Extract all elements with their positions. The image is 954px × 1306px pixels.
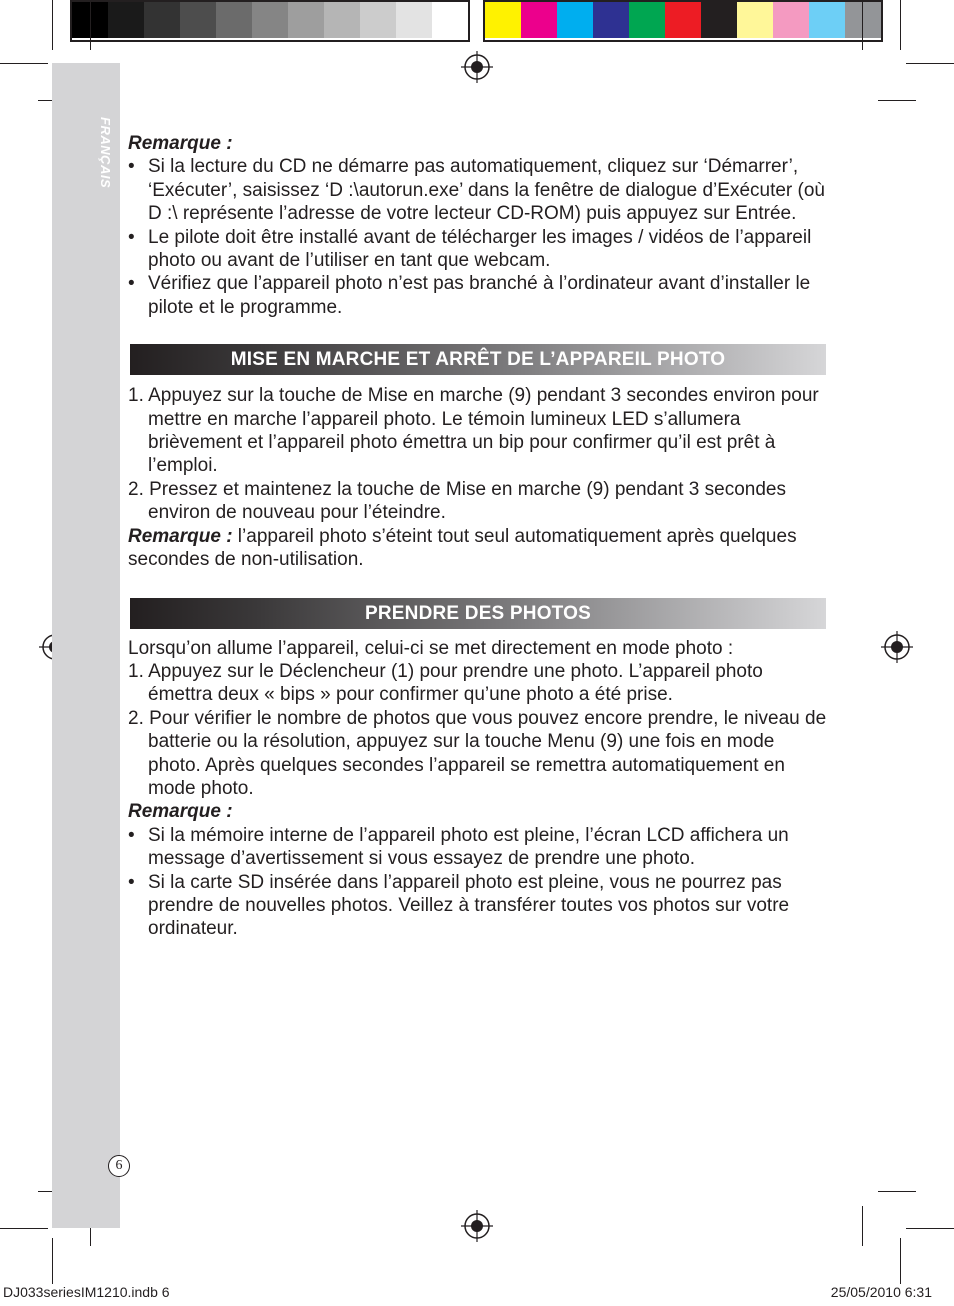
crop-mark [90, 0, 91, 50]
crop-mark [878, 100, 916, 101]
color-swatch [360, 2, 396, 38]
color-swatch [108, 2, 144, 38]
crop-mark [52, 1238, 53, 1284]
crop-mark [900, 0, 901, 50]
color-swatch [485, 2, 521, 38]
list-item: • Si la mémoire interne de l’appareil photo est pleine, l’écran LCD affichera un message d’avertissement si vous essayez de prendre une photo. [128, 824, 789, 870]
numbered-step: 1. Appuyez sur le Déclencheur (1) pour prendre une photo. L’appareil photo émettra deux « bips » pour confirmer qu’une photo a été prise. [128, 660, 763, 706]
language-label: FRANÇAIS [98, 117, 113, 189]
color-swatch [701, 2, 737, 38]
crop-mark [52, 0, 53, 50]
registration-mark-icon [881, 631, 913, 663]
color-swatch [557, 2, 593, 38]
language-sidebar [52, 63, 120, 1228]
crop-mark [906, 1228, 954, 1229]
crop-mark [862, 1206, 863, 1246]
numbered-step: 2. Pour vérifier le nombre de photos que vous pouvez encore prendre, le niveau de batterie ou la résolution, appuyez sur la touche Menu (9) une fois en mode photo. Après quelques secondes l’appareil se remettra automatiquement en mode photo. [128, 707, 827, 799]
list-item: • Si la carte SD insérée dans l’appareil photo est pleine, vous ne pourrez pas prendre de nouvelles photos. Veillez à transférer toutes vos photos sur votre ordinateur. [128, 871, 790, 940]
registration-mark-icon [461, 1210, 493, 1242]
list-item-text: Le pilote doit être installé avant de télécharger les images / vidéos de l’appareil photo ou avant de l’utiliser en tant que webcam. [148, 226, 812, 272]
list-item-text: Si la lecture du CD ne démarre pas automatiquement, cliquez sur ‘Démarrer’, ‘Exécuter’, saisissez ‘D :\autorun.exe’ dans la fenêtre de dialogue d’Exécuter (où D :\ représente l’adresse de votre lecteur CD-ROM) puis appuyez sur Entrée. [148, 156, 825, 225]
color-swatch [521, 2, 557, 38]
section-heading-power: MISE EN MARCHE ET ARRÊT DE L’APPAREIL PHOTO [130, 344, 826, 375]
color-swatch [845, 2, 881, 38]
footer-file-info: DJ033seriesIM1210.indb 6 [3, 1284, 170, 1300]
photos-intro: Lorsqu’on allume l’appareil, celui-ci se met directement en mode photo : [128, 637, 734, 659]
color-swatch [773, 2, 809, 38]
section-heading-photos: PRENDRE DES PHOTOS [130, 598, 826, 629]
color-swatch [288, 2, 324, 38]
crop-mark [878, 1191, 916, 1192]
color-swatch [324, 2, 360, 38]
page-number: 6 [108, 1155, 130, 1177]
power-note [128, 525, 828, 572]
list-item: • Le pilote doit être installé avant de télécharger les images / vidéos de l’appareil photo ou avant de l’utiliser en tant que webcam. [128, 226, 812, 272]
crop-mark [0, 63, 48, 64]
color-swatch [216, 2, 252, 38]
crop-mark [862, 0, 863, 50]
registration-mark-icon [461, 51, 493, 83]
footer-date-time: 25/05/2010 6:31 [830, 1284, 932, 1300]
color-swatch [737, 2, 773, 38]
color-swatch [144, 2, 180, 38]
list-item: • Vérifiez que l’appareil photo n’est pas branché à l’ordinateur avant d’installer le pilote et le programme. [128, 273, 811, 318]
color-swatch [396, 2, 432, 38]
page-content [128, 132, 828, 941]
list-item-text: Vérifiez que l’appareil photo n’est pas branché à l’ordinateur avant d’installer le pilote et le programme. [148, 273, 811, 318]
list-item-text: Si la carte SD insérée dans l’appareil photo est pleine, vous ne pourrez pas prendre de nouvelles photos. Veillez à transférer toutes vos photos sur votre ordinateur. [148, 871, 790, 940]
color-swatch [629, 2, 665, 38]
color-swatch [593, 2, 629, 38]
intro-note-label: Remarque : [128, 133, 233, 154]
list-item-text: Si la mémoire interne de l’appareil photo est pleine, l’écran LCD affichera un message d’avertissement si vous essayez de prendre une photo. [148, 824, 789, 870]
color-swatch [809, 2, 845, 38]
crop-mark [906, 63, 954, 64]
crop-mark [900, 1238, 901, 1284]
color-swatch [180, 2, 216, 38]
note-label: Remarque : [128, 525, 233, 547]
numbered-step: 2. Pressez et maintenez la touche de Mise en marche (9) pendant 3 secondes environ de nouveau pour l’éteindre. [128, 478, 786, 524]
numbered-step: 1. Appuyez sur la touche de Mise en marche (9) pendant 3 secondes environ pour mettre en marche l’appareil photo. Le témoin lumineux LED s’allumera brièvement et l’appareil photo émettra un bip pour confirmer qu’il est prêt à l’emploi. [128, 385, 819, 477]
grayscale-color-bar [70, 0, 470, 42]
list-item: • Si la lecture du CD ne démarre pas automatiquement, cliquez sur ‘Démarrer’, ‘Exécuter’, saisissez ‘D :\autorun.exe’ dans la fenêtre de dialogue d’Exécuter (où D :\ représente l’adresse de votre lecteur CD-ROM) puis appuyez sur Entrée. [128, 156, 825, 225]
process-color-bar [483, 0, 883, 42]
color-swatch [665, 2, 701, 38]
note-text: l’appareil photo s’éteint tout seul automatiquement après quelques secondes de non-utilisation. [128, 525, 797, 571]
crop-mark [0, 1228, 48, 1229]
photos-note-label: Remarque : [128, 801, 233, 823]
color-swatch [432, 2, 468, 38]
color-swatch [252, 2, 288, 38]
